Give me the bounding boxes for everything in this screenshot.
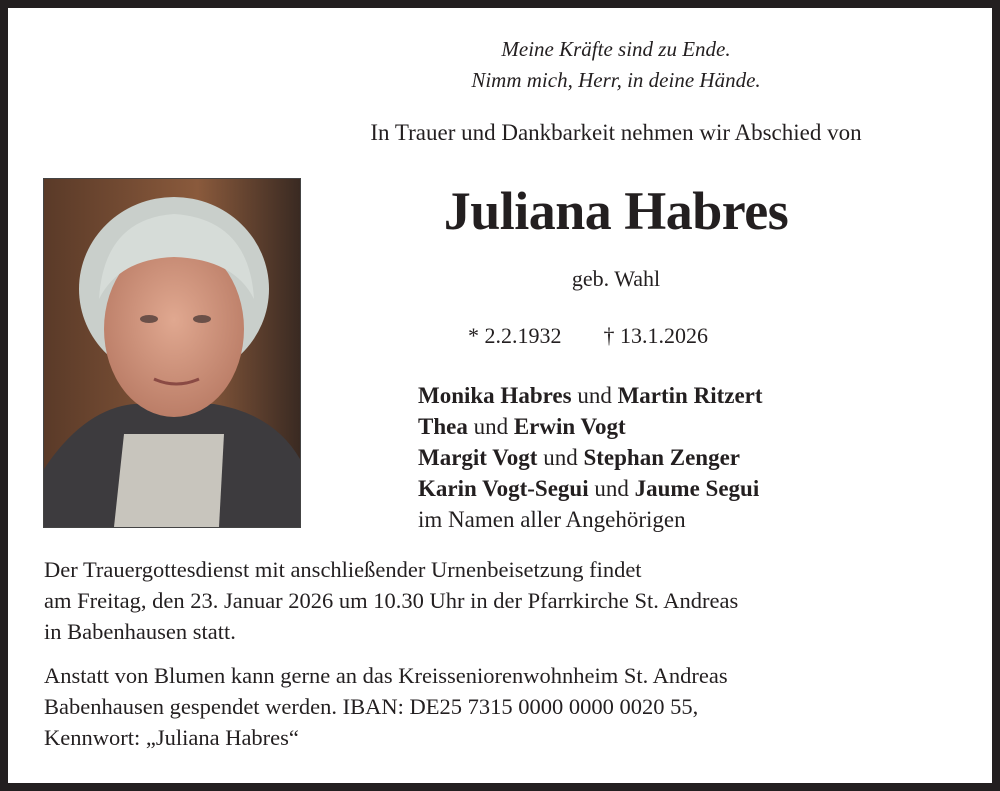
donation-line: Babenhausen gespendet werden. IBAN: DE25 7315 0000 0000 0020 55,: [44, 694, 699, 719]
mourner-line: [418, 380, 763, 411]
donation-info: [44, 660, 728, 753]
deceased-name: Juliana Habres: [443, 181, 789, 241]
mourner-line: [418, 442, 763, 473]
mourner-name: Monika Habres: [418, 383, 572, 408]
mourners-list: [418, 380, 763, 535]
conjunction: und: [543, 445, 578, 470]
motto-line: Nimm mich, Herr, in deine Hände.: [471, 68, 761, 92]
service-line: Der Trauergottesdienst mit anschließender Urnenbeisetzung findet: [44, 557, 642, 582]
intro-text: In Trauer und Dankbarkeit nehmen wir Abschied von: [370, 120, 862, 145]
donation-line: Anstatt von Blumen kann gerne an das Kreisseniorenwohnheim St. Andreas: [44, 663, 728, 688]
portrait-photo: [43, 178, 301, 528]
conjunction: und: [594, 476, 629, 501]
mourner-name: Martin Ritzert: [617, 383, 763, 408]
mourner-name: Margit Vogt: [418, 445, 538, 470]
mourner-name: Jaume Segui: [634, 476, 760, 501]
maiden-name: geb. Wahl: [571, 266, 661, 291]
birth-date: * 2.2.1932: [468, 323, 562, 348]
service-line: in Babenhausen statt.: [44, 619, 236, 644]
mourner-line: [418, 473, 763, 504]
conjunction: und: [473, 414, 509, 439]
mourner-name: Karin Vogt-Segui: [418, 476, 589, 501]
obituary-notice: [8, 8, 992, 783]
donation-line: Kennwort: „Juliana Habres“: [44, 725, 299, 750]
life-dates: [468, 323, 750, 349]
mourner-name: Stephan Zenger: [583, 445, 741, 470]
mourner-line: [418, 411, 763, 442]
service-line: am Freitag, den 23. Januar 2026 um 10.30 Uhr in der Pfarrkirche St. Andreas: [44, 588, 739, 613]
mourner-name: Thea: [418, 414, 468, 439]
service-info: [44, 554, 738, 647]
motto-line: Meine Kräfte sind zu Ende.: [501, 37, 731, 61]
mourner-name: Erwin Vogt: [513, 414, 626, 439]
motto: [308, 34, 924, 96]
death-date: † 13.1.2026: [603, 323, 708, 348]
conjunction: und: [577, 383, 612, 408]
mourners-footer: im Namen aller Angehörigen: [418, 507, 686, 532]
